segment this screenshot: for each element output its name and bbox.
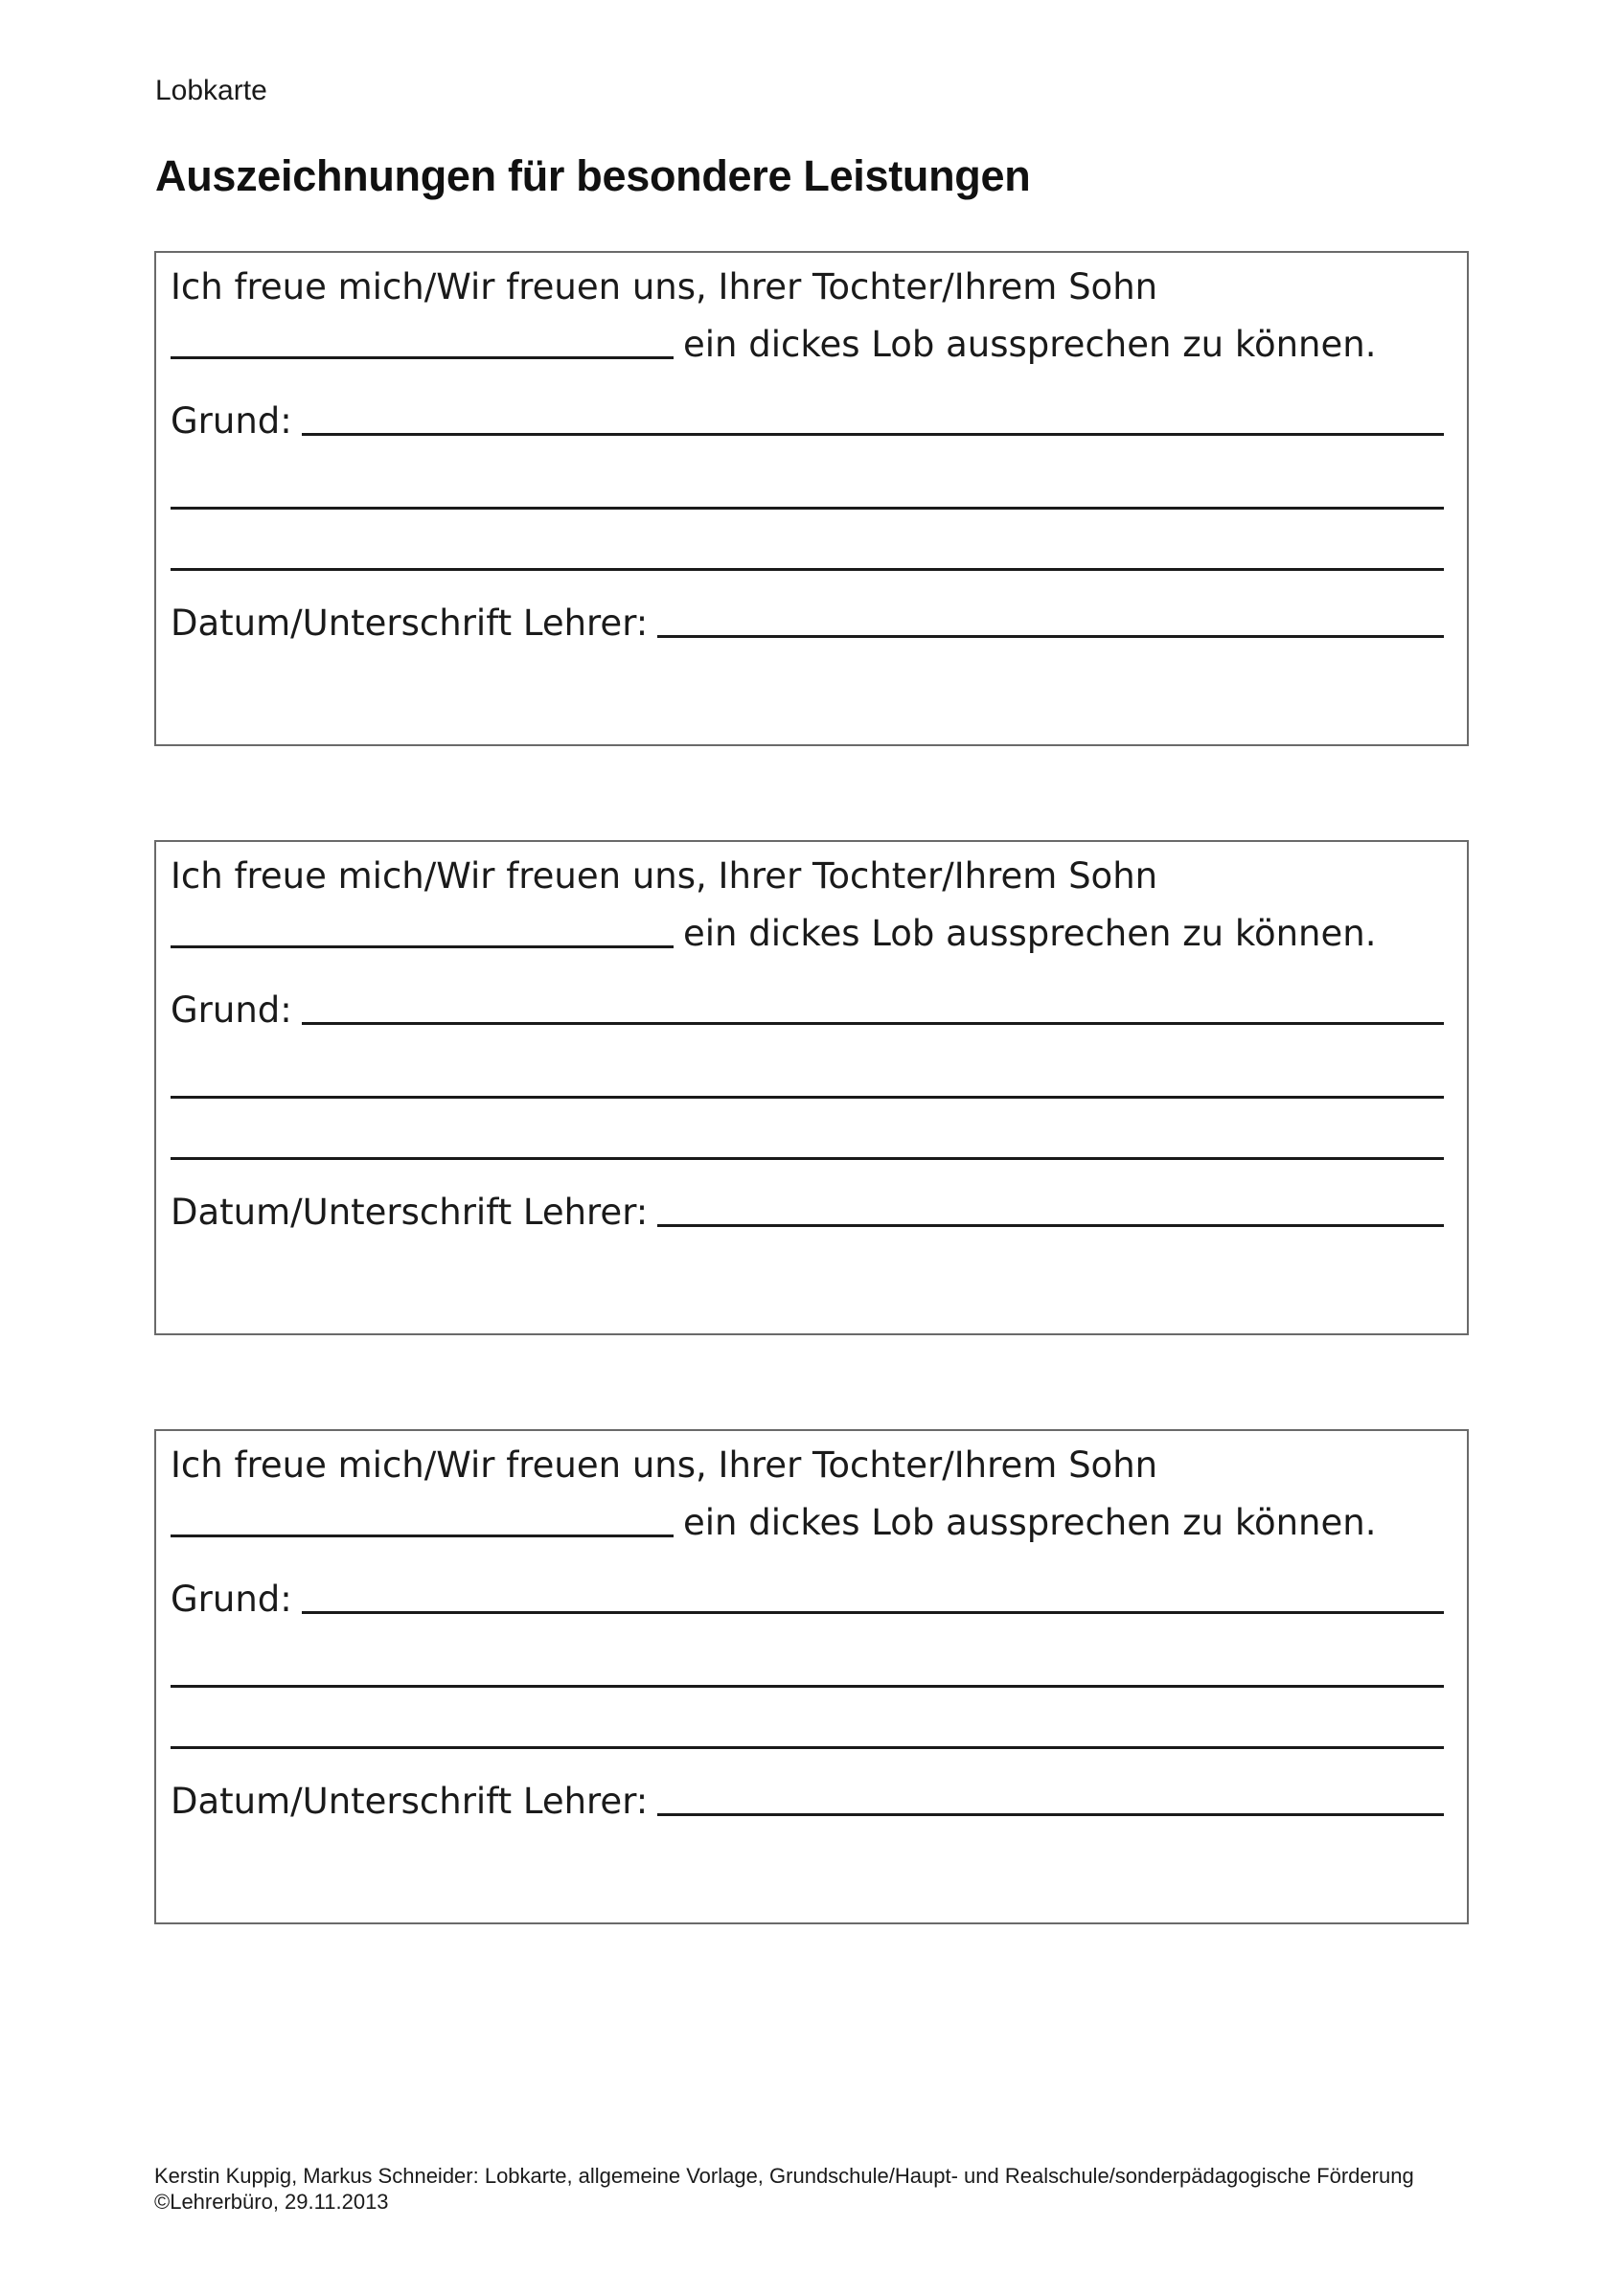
reason-label: Grund: (171, 1579, 292, 1620)
signature-row (171, 602, 1444, 644)
signature-label: Datum/Unterschrift Lehrer: (171, 602, 649, 644)
footer-copyright: ©Lehrerbüro, 29.11.2013 (154, 2190, 389, 2214)
header-label: Lobkarte (155, 75, 267, 106)
praise-card (154, 840, 1469, 1335)
footer (154, 2163, 1414, 2215)
reason-extra-line[interactable] (171, 568, 1444, 571)
student-name-field[interactable] (171, 1534, 674, 1537)
reason-row (171, 989, 1444, 1031)
intro-text: Ich freue mich/Wir freuen uns, Ihrer Tochter/Ihrem Sohn (171, 266, 1158, 307)
reason-extra-line[interactable] (171, 507, 1444, 510)
signature-field[interactable] (657, 1224, 1444, 1227)
reason-extra-line[interactable] (171, 1157, 1444, 1160)
student-name-row (171, 1502, 1444, 1543)
praise-text: ein dickes Lob aussprechen zu können. (683, 913, 1377, 954)
intro-text-row (171, 1444, 1444, 1486)
reason-field[interactable] (302, 1611, 1444, 1614)
praise-card (154, 1429, 1469, 1924)
signature-field[interactable] (657, 635, 1444, 638)
signature-row (171, 1192, 1444, 1233)
footer-credits: Kerstin Kuppig, Markus Schneider: Lobkarte, allgemeine Vorlage, Grundschule/Haupt- und Realschule/sonderpädagogische Förderung (154, 2164, 1414, 2188)
signature-row (171, 1781, 1444, 1822)
page-title: Auszeichnungen für besondere Leistungen (155, 151, 1031, 200)
reason-row (171, 400, 1444, 442)
reason-extra-line[interactable] (171, 1746, 1444, 1749)
praise-card (154, 251, 1469, 746)
intro-text: Ich freue mich/Wir freuen uns, Ihrer Tochter/Ihrem Sohn (171, 1444, 1158, 1486)
intro-text-row (171, 266, 1444, 307)
reason-extra-line[interactable] (171, 1685, 1444, 1688)
student-name-field[interactable] (171, 945, 674, 948)
praise-text: ein dickes Lob aussprechen zu können. (683, 324, 1377, 365)
intro-text: Ich freue mich/Wir freuen uns, Ihrer Tochter/Ihrem Sohn (171, 855, 1158, 897)
reason-field[interactable] (302, 1022, 1444, 1025)
intro-text-row (171, 855, 1444, 897)
praise-text: ein dickes Lob aussprechen zu können. (683, 1502, 1377, 1543)
reason-label: Grund: (171, 400, 292, 442)
student-name-field[interactable] (171, 356, 674, 359)
reason-label: Grund: (171, 989, 292, 1031)
reason-extra-line[interactable] (171, 1096, 1444, 1099)
student-name-row (171, 913, 1444, 954)
reason-field[interactable] (302, 433, 1444, 436)
signature-label: Datum/Unterschrift Lehrer: (171, 1192, 649, 1233)
signature-field[interactable] (657, 1813, 1444, 1816)
signature-label: Datum/Unterschrift Lehrer: (171, 1781, 649, 1822)
reason-row (171, 1579, 1444, 1620)
student-name-row (171, 324, 1444, 365)
